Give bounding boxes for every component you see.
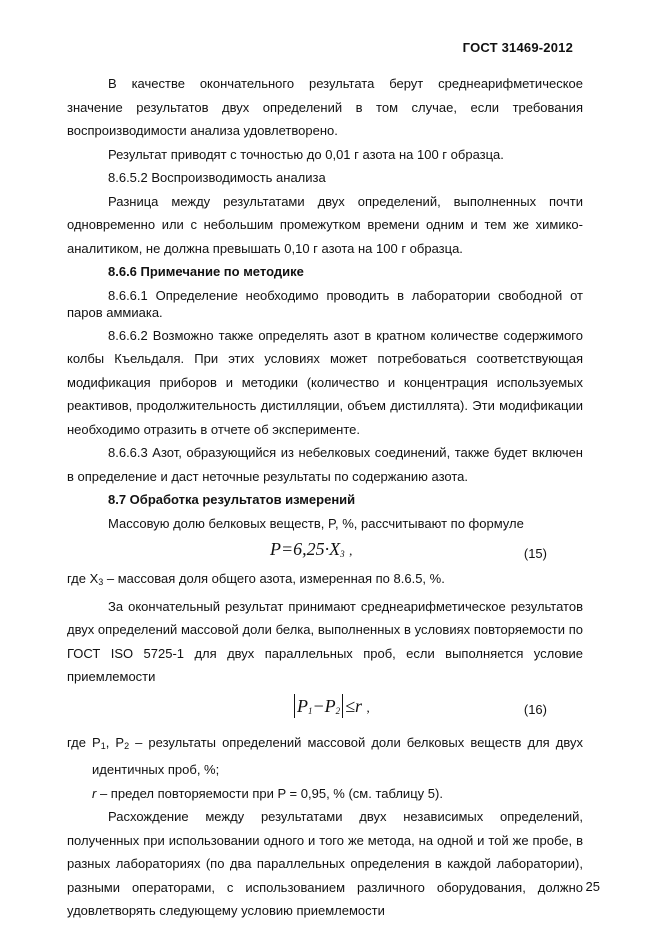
- formula-expression: $P=6,25\cdot X_3$ ,: [270, 539, 353, 559]
- formula-explanation: где $P_1$, $P_2$ – результаты определений массовой доли белковых веществ для двух идентичных проб, %;: [67, 734, 583, 777]
- formula-16: [67, 689, 583, 731]
- document-body: [67, 72, 583, 923]
- section-heading: 8.6.6 Примечание по методике: [108, 264, 304, 279]
- formula-number: (15): [523, 546, 547, 561]
- paragraph: В качестве окончательного результата берут среднеарифметическое значение результатов двух определений в том случае, если требования воспроизводимости анализа удовлетворено.: [67, 76, 583, 138]
- paragraph: Массовую долю белковых веществ, P, %, рассчитывают по формуле: [108, 515, 524, 531]
- paragraph: Результат приводят с точностью до 0,01 г азота на 100 г образца.: [108, 146, 504, 162]
- paragraph: 8.6.6.3 Азот, образующийся из небелковых соединений, также будет включен в определение и даст неточные результаты по содержанию азота.: [67, 445, 583, 484]
- formula-explanation: где $X_3$ – массовая доля общего азота, измеренная по 8.6.5, %.: [67, 571, 445, 587]
- section-heading: 8.6.5.2 Воспроизводимость анализа: [108, 170, 326, 185]
- paragraph: 8.6.6.2 Возможно также определять азот в кратном количестве содержимого колбы Къельдаля. При этих условиях может потребоваться соответствующая модификация приборов и методики (количество и концентрация используемых реактивов, продолжительность дистилляции, объем дистиллята). Эти модификации необходимо отразить в отчете об эксперименте.: [67, 327, 583, 437]
- page-number: 25: [585, 879, 600, 894]
- paragraph: Разница между результатами двух определений, выполненных почти одновременно или с небольшим промежутком времени одним и тем же химико-аналитиком, не должна превышать 0,10 г азота на 100 г образца.: [67, 193, 583, 256]
- section-heading: 8.7 Обработка результатов измерений: [108, 492, 356, 507]
- paragraph: 8.6.6.1 Определение необходимо проводить в лаборатории свободной от паров аммиака.: [67, 287, 583, 320]
- formula-number: (16): [523, 701, 547, 717]
- formula-expression: $P_1-P_2 \le r$ ,: [292, 694, 370, 724]
- formula-explanation: r – предел повторяемости при P = 0,95, % (см. таблицу 5).: [92, 785, 443, 801]
- formula-15: [67, 535, 583, 567]
- paragraph: За окончательный результат принимают среднеарифметическое результатов двух определений массовой доли белка, выполненных в условиях повторяемости по ГОСТ ISO 5725-1 для двух параллельных проб, если выполняется условие приемлемости: [67, 598, 583, 684]
- document-header: ГОСТ 31469-2012: [462, 40, 573, 55]
- paragraph: Расхождение между результатами двух независимых определений, полученных при использовании одного и того же метода, на одной и той же пробе, в разных лабораториях (по два параллельных определения в каждой лаборатории), разными операторами, с использованием различного оборудования, должно удовлетворять следующему условию приемлемости: [67, 809, 583, 918]
